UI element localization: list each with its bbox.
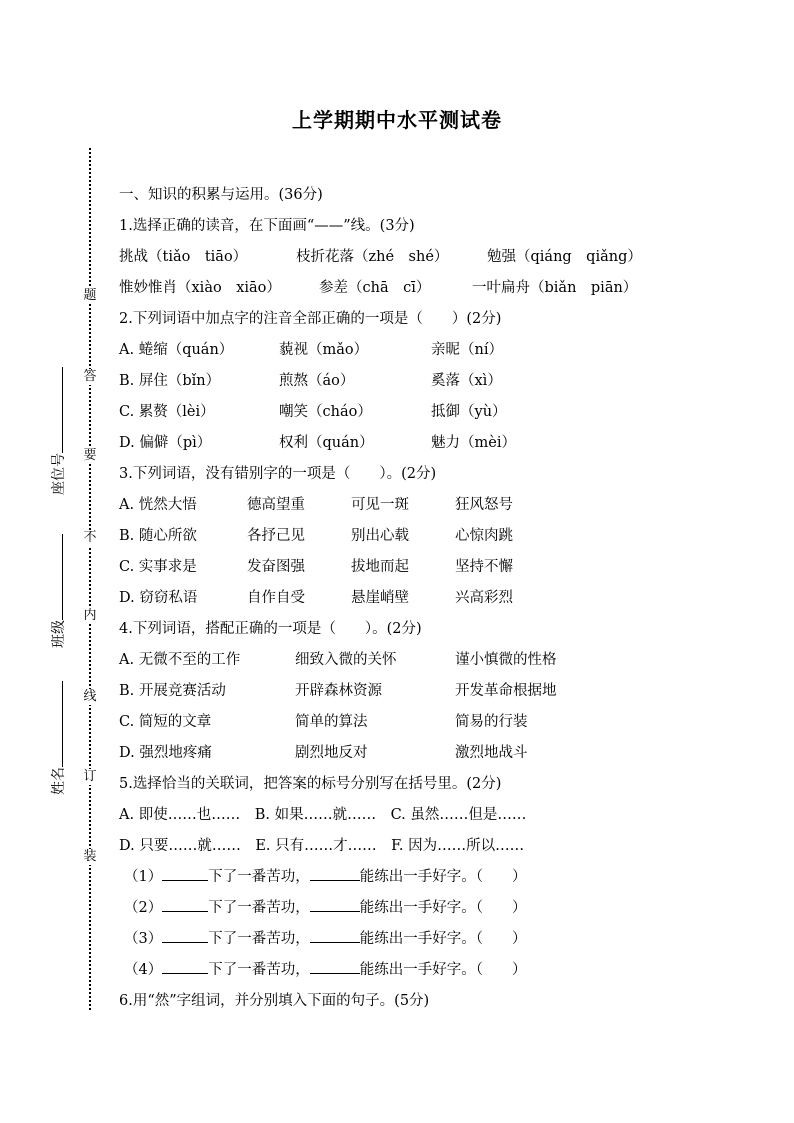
- q2-option: 奚落（xì）: [431, 373, 502, 389]
- q4-row: [119, 738, 759, 769]
- q2-row: [119, 428, 759, 459]
- q1-option: 参差（chā cī）: [319, 280, 431, 296]
- q2-option: C. 累赘（lèi）: [119, 404, 215, 420]
- q2-option: 抵御（yù）: [431, 404, 507, 420]
- q5-item-number: （2）: [124, 900, 163, 916]
- q2-row: [119, 335, 759, 366]
- q1-option: 挑战（tiǎo tiāo）: [119, 249, 248, 265]
- q5-item-text: 能练出一手好字。（ ）: [359, 962, 527, 978]
- answer-blank[interactable]: [310, 867, 360, 881]
- seat-label: 座位号: [51, 453, 67, 495]
- q3-stem: 3.下列词语，没有错别字的一项是（ ）。(2分): [119, 466, 437, 482]
- q4-option: A. 无微不至的工作: [119, 652, 241, 668]
- exam-content: [119, 180, 759, 1017]
- q1-row: [119, 242, 759, 273]
- q3-option: 悬崖峭壁: [351, 590, 409, 606]
- q2-option: 权利（quán）: [279, 435, 374, 451]
- q4-row: [119, 676, 759, 707]
- section-heading: 一、知识的积累与运用。(36分): [119, 187, 323, 203]
- answer-blank[interactable]: [310, 929, 360, 943]
- binding-char: 订: [83, 769, 97, 784]
- q3-option: 各抒己见: [247, 528, 305, 544]
- binding-char: 不: [83, 530, 97, 545]
- q4-option: 开辟森林资源: [295, 683, 382, 699]
- q2-option: 魅力（mèi）: [431, 435, 516, 451]
- q3-option: 拔地而起: [351, 559, 409, 575]
- q5-options-row: A. 即使……也…… B. 如果……就…… C. 虽然……但是……: [119, 807, 527, 823]
- q4-stem: 4.下列词语，搭配正确的一项是（ ）。(2分): [119, 621, 422, 637]
- answer-blank[interactable]: [162, 898, 208, 912]
- q2-stem: 2.下列词语中加点字的注音全部正确的一项是（ ）(2分): [119, 311, 502, 327]
- q3-option: B. 随心所欲: [119, 528, 197, 544]
- q4-option: 激烈地战斗: [455, 745, 528, 761]
- q2-option: A. 蜷缩（quán）: [119, 342, 234, 358]
- q5-item-text: 能练出一手好字。（ ）: [359, 900, 527, 916]
- q5-item-number: （3）: [124, 931, 163, 947]
- answer-blank[interactable]: [162, 867, 208, 881]
- q4-option: 简单的算法: [295, 714, 368, 730]
- q5-item: [119, 862, 759, 893]
- answer-blank[interactable]: [162, 960, 208, 974]
- name-field[interactable]: [50, 681, 68, 795]
- answer-blank[interactable]: [310, 898, 360, 912]
- q5-item-number: （4）: [124, 962, 163, 978]
- q3-row: [119, 552, 759, 583]
- q4-option: 细致入微的关怀: [295, 652, 397, 668]
- q5-item-text: 能练出一手好字。（ ）: [359, 931, 527, 947]
- q5-item-text: 下了一番苦功，: [208, 962, 310, 978]
- q4-option: 开发革命根据地: [455, 683, 557, 699]
- name-underline: [50, 681, 63, 767]
- q1-option: 勉强（qiáng qiǎng）: [487, 249, 642, 265]
- q4-option: C. 简短的文章: [119, 714, 212, 730]
- binding-dotted-line: [89, 148, 91, 1010]
- q2-option: D. 偏僻（pì）: [119, 435, 212, 451]
- q5-item: [119, 955, 759, 986]
- q1-option: 一叶扁舟（biǎn piān）: [472, 280, 638, 296]
- q5-item: [119, 893, 759, 924]
- page-title: 上学期期中水平测试卷: [292, 108, 502, 132]
- q5-item-text: 下了一番苦功，: [208, 869, 310, 885]
- binding-char: 要: [83, 448, 97, 463]
- q5-item: [119, 924, 759, 955]
- q3-option: 别出心载: [351, 528, 409, 544]
- q3-option: 发奋图强: [247, 559, 305, 575]
- q2-row: [119, 397, 759, 428]
- q4-row: [119, 645, 759, 676]
- q1-option: 枝折花落（zhé shé）: [296, 249, 449, 265]
- answer-blank[interactable]: [310, 960, 360, 974]
- binding-char: 题: [83, 288, 97, 303]
- q4-option: 剧烈地反对: [295, 745, 368, 761]
- q5-item-text: 能练出一手好字。（ ）: [359, 869, 527, 885]
- q3-option: 自作自受: [247, 590, 305, 606]
- q1-row: [119, 273, 759, 304]
- q2-option: B. 屏住（bǐn）: [119, 373, 221, 389]
- q5-item-number: （1）: [124, 869, 163, 885]
- q3-option: 可见一斑: [351, 497, 409, 513]
- q4-option: 简易的行装: [455, 714, 528, 730]
- q3-row: [119, 521, 759, 552]
- answer-blank[interactable]: [162, 929, 208, 943]
- binding-char: 内: [83, 608, 97, 623]
- q5-stem: 5.选择恰当的关联词，把答案的标号分别写在括号里。(2分): [119, 776, 502, 792]
- binding-char: 线: [83, 689, 97, 704]
- name-label: 姓名: [51, 767, 67, 795]
- class-underline: [50, 534, 63, 620]
- q3-option: 狂风怒号: [455, 497, 513, 513]
- q3-option: C. 实事求是: [119, 559, 197, 575]
- class-label: 班级: [51, 620, 67, 648]
- binding-char: 答: [83, 369, 97, 384]
- q3-option: 兴高彩烈: [455, 590, 513, 606]
- q3-option: A. 恍然大悟: [119, 497, 197, 513]
- q3-option: 德高望重: [247, 497, 305, 513]
- class-field[interactable]: [50, 534, 68, 648]
- q2-option: 嘲笑（cháo）: [279, 404, 372, 420]
- seat-field[interactable]: [50, 367, 68, 495]
- q2-row: [119, 366, 759, 397]
- q1-stem: 1.选择正确的读音，在下面画“——”线。(3分): [119, 218, 415, 234]
- q5-item-text: 下了一番苦功，: [208, 931, 310, 947]
- q1-option: 惟妙惟肖（xiào xiāo）: [119, 280, 281, 296]
- q3-option: 心惊肉跳: [455, 528, 513, 544]
- q3-row: [119, 583, 759, 614]
- q2-option: 煎熬（áo）: [279, 373, 355, 389]
- q4-option: D. 强烈地疼痛: [119, 745, 212, 761]
- q4-row: [119, 707, 759, 738]
- q4-option: B. 开展竞赛活动: [119, 683, 226, 699]
- q5-item-text: 下了一番苦功，: [208, 900, 310, 916]
- q5-options-row: D. 只要……就…… E. 只有……才…… F. 因为……所以……: [119, 838, 525, 854]
- q3-row: [119, 490, 759, 521]
- q3-option: D. 窃窃私语: [119, 590, 198, 606]
- q6-stem: 6.用“然”字组词，并分别填入下面的句子。(5分): [119, 993, 430, 1009]
- q3-option: 坚持不懈: [455, 559, 513, 575]
- seat-underline: [50, 367, 63, 453]
- q2-option: 藐视（mǎo）: [279, 342, 369, 358]
- q2-option: 亲昵（ní）: [431, 342, 503, 358]
- binding-char: 装: [83, 849, 97, 864]
- q4-option: 谨小慎微的性格: [455, 652, 557, 668]
